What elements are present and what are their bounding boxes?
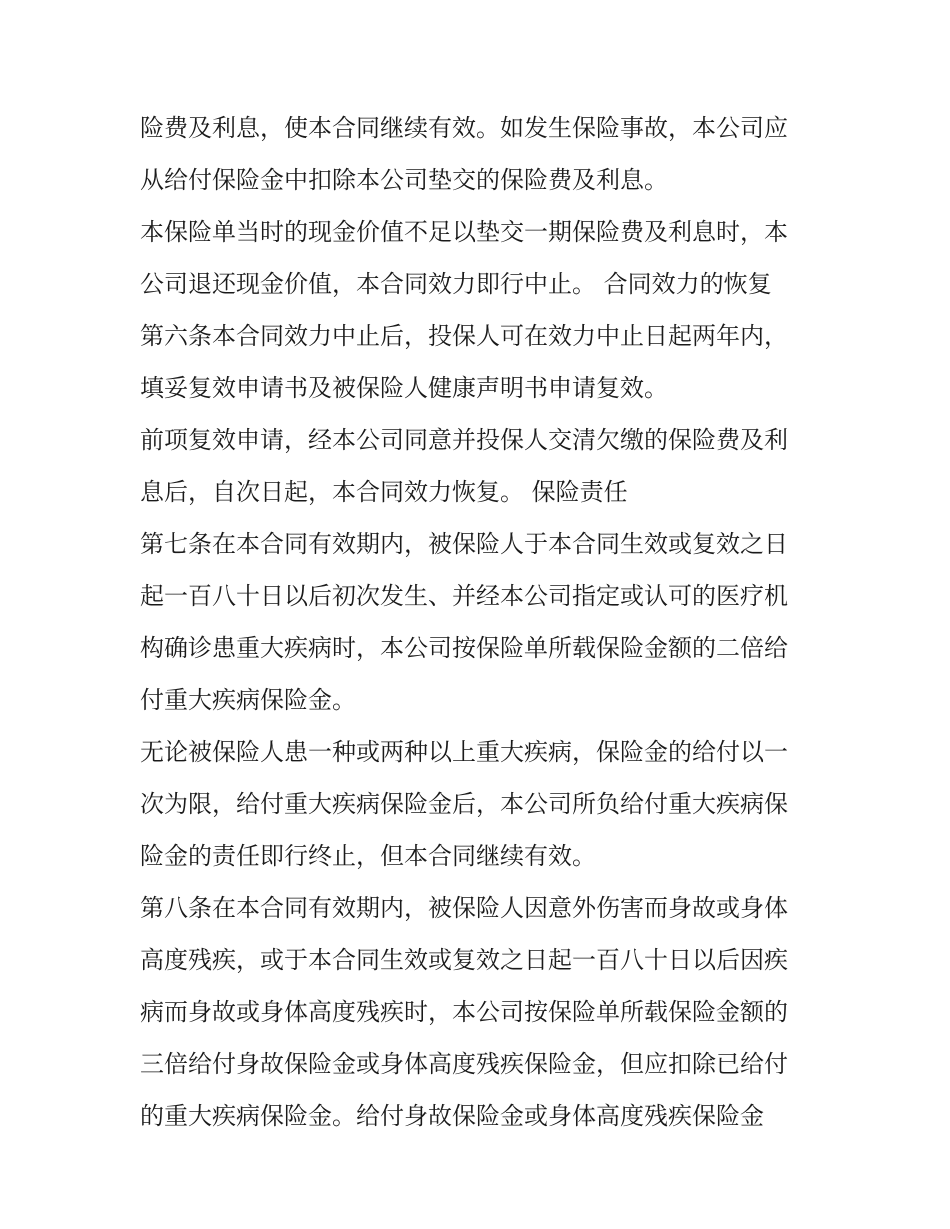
text-line: 填妥复效申请书及被保险人健康声明书申请复效。 — [140, 374, 668, 402]
text-line: 第七条在本合同有效期内，被保险人于本合同生效或复效之日 — [140, 530, 788, 558]
text-line: 公司退还现金价值，本合同效力即行中止。 合同效力的恢复 — [140, 270, 772, 298]
text-line: 前项复效申请，经本公司同意并投保人交清欠缴的保险费及利 — [140, 426, 788, 454]
text-line: 次为限，给付重大疾病保险金后，本公司所负给付重大疾病保 — [140, 790, 788, 818]
text-line: 息后，自次日起，本合同效力恢复。 保险责任 — [140, 478, 628, 506]
text-line: 的重大疾病保险金。给付身故保险金或身体高度残疾保险金 — [140, 1102, 764, 1130]
body-text — [140, 102, 820, 1142]
text-line: 高度残疾，或于本合同生效或复效之日起一百八十日以后因疾 — [140, 946, 788, 974]
text-line: 第六条本合同效力中止后，投保人可在效力中止日起两年内， — [140, 322, 788, 350]
text-line: 病而身故或身体高度残疾时，本公司按保险单所载保险金额的 — [140, 998, 788, 1026]
text-line: 险金的责任即行终止，但本合同继续有效。 — [140, 842, 596, 870]
text-line: 无论被保险人患一种或两种以上重大疾病，保险金的给付以一 — [140, 738, 788, 766]
text-line: 构确诊患重大疾病时，本公司按保险单所载保险金额的二倍给 — [140, 634, 788, 662]
text-line: 从给付保险金中扣除本公司垫交的保险费及利息。 — [140, 166, 668, 194]
text-line: 本保险单当时的现金价值不足以垫交一期保险费及利息时，本 — [140, 218, 788, 246]
text-line: 付重大疾病保险金。 — [140, 686, 356, 714]
text-line: 第八条在本合同有效期内，被保险人因意外伤害而身故或身体 — [140, 894, 788, 922]
text-line: 险费及利息，使本合同继续有效。如发生保险事故，本公司应 — [140, 114, 788, 142]
text-line: 起一百八十日以后初次发生、并经本公司指定或认可的医疗机 — [140, 582, 788, 610]
text-line: 三倍给付身故保险金或身体高度残疾保险金，但应扣除已给付 — [140, 1050, 788, 1078]
